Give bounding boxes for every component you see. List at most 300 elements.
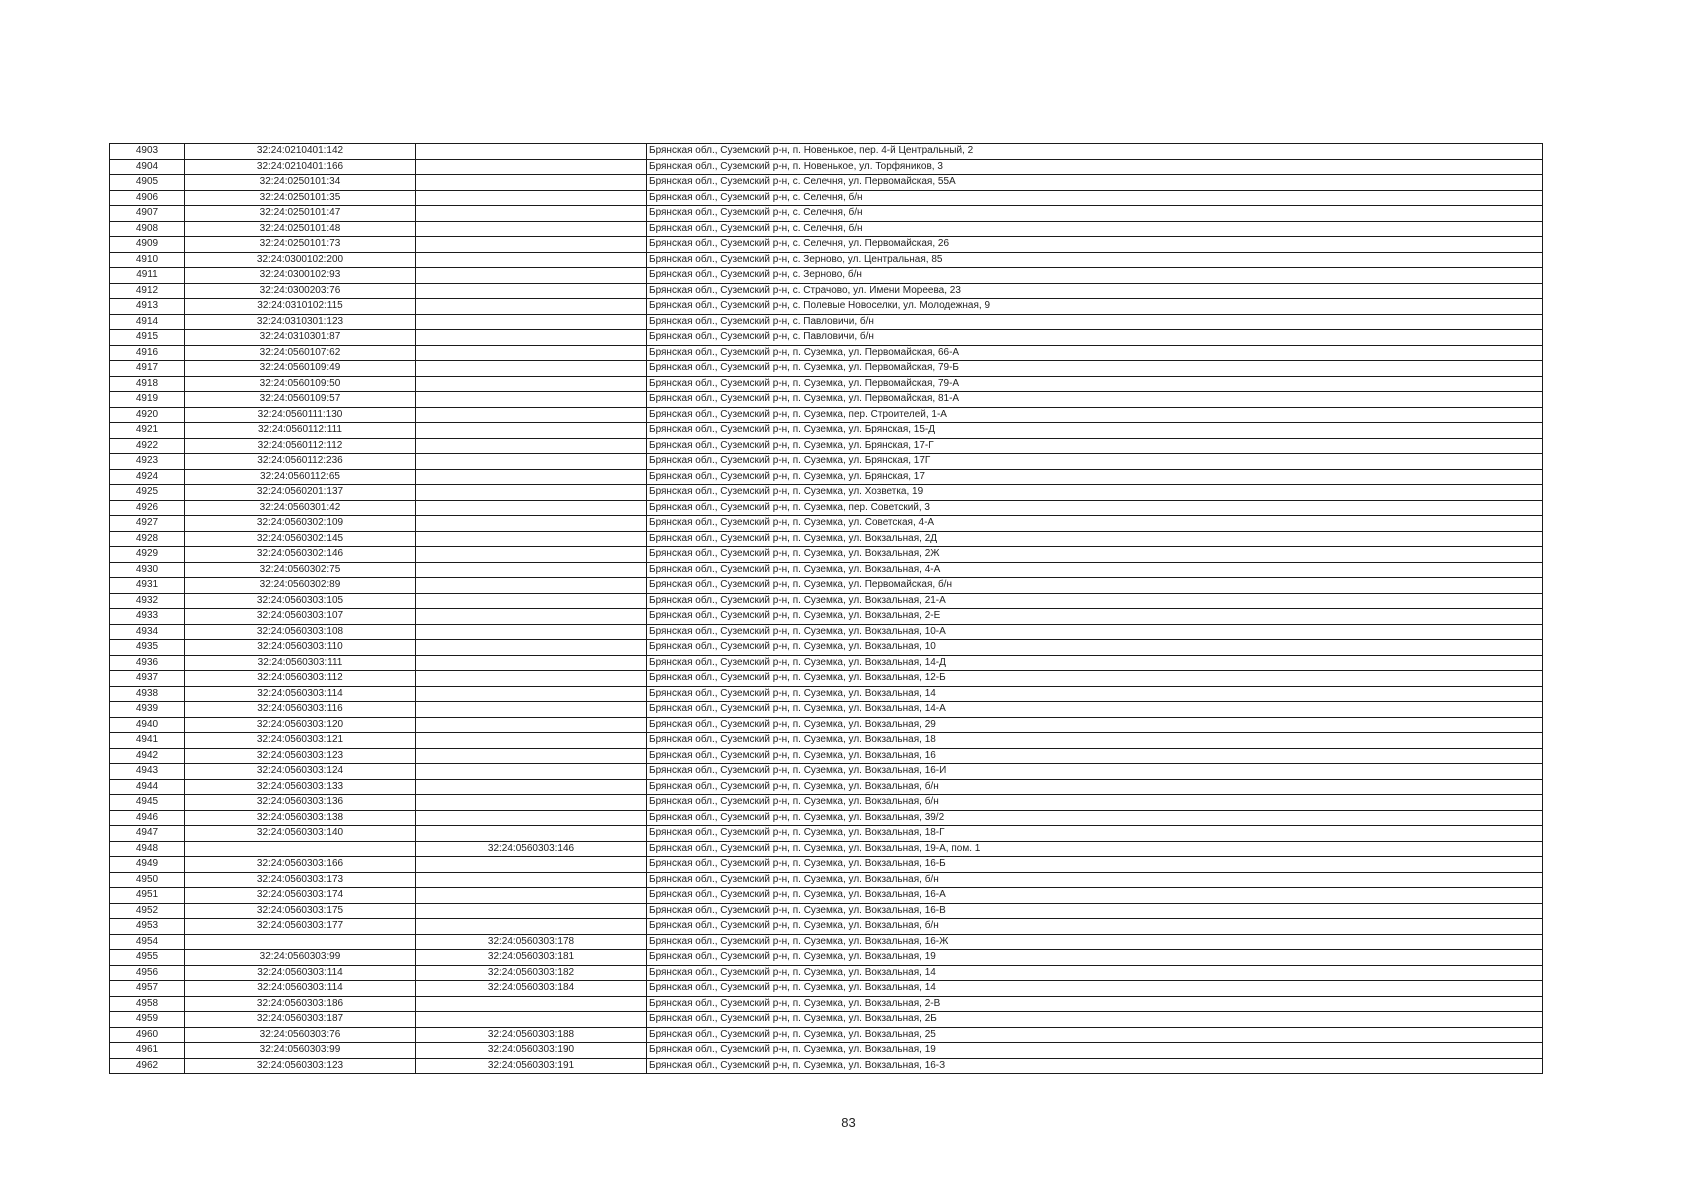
row-number-cell: 4922 bbox=[110, 438, 185, 454]
row-number-cell: 4921 bbox=[110, 423, 185, 439]
registry-table bbox=[109, 143, 1543, 1074]
row-number-cell: 4950 bbox=[110, 872, 185, 888]
building-cadastral-number-cell bbox=[416, 454, 647, 470]
table-row bbox=[110, 330, 1543, 346]
row-number-cell: 4925 bbox=[110, 485, 185, 501]
address-cell: Брянская обл., Суземский р-н, п. Суземка, ул. Вокзальная, 29 bbox=[647, 717, 1543, 733]
cadastral-number-cell: 32:24:0560112:236 bbox=[185, 454, 416, 470]
address-cell: Брянская обл., Суземский р-н, п. Суземка, ул. Вокзальная, 16-Ж bbox=[647, 934, 1543, 950]
address-cell: Брянская обл., Суземский р-н, п. Суземка, ул. Вокзальная, 19 bbox=[647, 1043, 1543, 1059]
building-cadastral-number-cell: 32:24:0560303:191 bbox=[416, 1058, 647, 1074]
cadastral-number-cell: 32:24:0300102:200 bbox=[185, 252, 416, 268]
row-number-cell: 4947 bbox=[110, 826, 185, 842]
building-cadastral-number-cell bbox=[416, 826, 647, 842]
building-cadastral-number-cell bbox=[416, 361, 647, 377]
building-cadastral-number-cell bbox=[416, 438, 647, 454]
building-cadastral-number-cell bbox=[416, 376, 647, 392]
table-row bbox=[110, 268, 1543, 284]
address-cell: Брянская обл., Суземский р-н, п. Суземка, ул. Вокзальная, 14 bbox=[647, 965, 1543, 981]
table-row bbox=[110, 857, 1543, 873]
row-number-cell: 4959 bbox=[110, 1012, 185, 1028]
address-cell: Брянская обл., Суземский р-н, п. Суземка, ул. Вокзальная, 19-А, пом. 1 bbox=[647, 841, 1543, 857]
cadastral-number-cell: 32:24:0300102:93 bbox=[185, 268, 416, 284]
address-cell: Брянская обл., Суземский р-н, п. Суземка, ул. Вокзальная, 19 bbox=[647, 950, 1543, 966]
table-row bbox=[110, 934, 1543, 950]
building-cadastral-number-cell: 32:24:0560303:181 bbox=[416, 950, 647, 966]
row-number-cell: 4911 bbox=[110, 268, 185, 284]
table-row bbox=[110, 593, 1543, 609]
address-cell: Брянская обл., Суземский р-н, с. Зерново, б/н bbox=[647, 268, 1543, 284]
table-row bbox=[110, 562, 1543, 578]
cadastral-number-cell: 32:24:0250101:47 bbox=[185, 206, 416, 222]
address-cell: Брянская обл., Суземский р-н, п. Суземка, ул. Брянская, 15-Д bbox=[647, 423, 1543, 439]
building-cadastral-number-cell bbox=[416, 919, 647, 935]
row-number-cell: 4943 bbox=[110, 764, 185, 780]
building-cadastral-number-cell bbox=[416, 702, 647, 718]
building-cadastral-number-cell bbox=[416, 593, 647, 609]
cadastral-number-cell: 32:24:0560302:109 bbox=[185, 516, 416, 532]
table-row bbox=[110, 159, 1543, 175]
cadastral-number-cell: 32:24:0560112:112 bbox=[185, 438, 416, 454]
address-cell: Брянская обл., Суземский р-н, п. Суземка, ул. Брянская, 17 bbox=[647, 469, 1543, 485]
cadastral-number-cell: 32:24:0560303:114 bbox=[185, 965, 416, 981]
address-cell: Брянская обл., Суземский р-н, п. Суземка, ул. Советская, 4-А bbox=[647, 516, 1543, 532]
table-row bbox=[110, 702, 1543, 718]
table-row bbox=[110, 841, 1543, 857]
table-row bbox=[110, 640, 1543, 656]
building-cadastral-number-cell bbox=[416, 500, 647, 516]
table-row bbox=[110, 655, 1543, 671]
building-cadastral-number-cell: 32:24:0560303:182 bbox=[416, 965, 647, 981]
building-cadastral-number-cell: 32:24:0560303:146 bbox=[416, 841, 647, 857]
address-cell: Брянская обл., Суземский р-н, п. Суземка, ул. Первомайская, б/н bbox=[647, 578, 1543, 594]
table-row bbox=[110, 423, 1543, 439]
row-number-cell: 4934 bbox=[110, 624, 185, 640]
address-cell: Брянская обл., Суземский р-н, п. Суземка, ул. Вокзальная, 25 bbox=[647, 1027, 1543, 1043]
address-cell: Брянская обл., Суземский р-н, п. Суземка, ул. Вокзальная, 14-А bbox=[647, 702, 1543, 718]
table-row bbox=[110, 872, 1543, 888]
row-number-cell: 4908 bbox=[110, 221, 185, 237]
table-row bbox=[110, 748, 1543, 764]
table-row bbox=[110, 609, 1543, 625]
cadastral-number-cell: 32:24:0560303:187 bbox=[185, 1012, 416, 1028]
building-cadastral-number-cell bbox=[416, 888, 647, 904]
building-cadastral-number-cell: 32:24:0560303:178 bbox=[416, 934, 647, 950]
building-cadastral-number-cell bbox=[416, 345, 647, 361]
table-row bbox=[110, 407, 1543, 423]
building-cadastral-number-cell bbox=[416, 531, 647, 547]
table-row bbox=[110, 221, 1543, 237]
table-row bbox=[110, 485, 1543, 501]
row-number-cell: 4961 bbox=[110, 1043, 185, 1059]
cadastral-number-cell: 32:24:0560303:99 bbox=[185, 950, 416, 966]
row-number-cell: 4948 bbox=[110, 841, 185, 857]
building-cadastral-number-cell bbox=[416, 640, 647, 656]
row-number-cell: 4933 bbox=[110, 609, 185, 625]
cadastral-number-cell: 32:24:0250101:35 bbox=[185, 190, 416, 206]
building-cadastral-number-cell bbox=[416, 857, 647, 873]
address-cell: Брянская обл., Суземский р-н, п. Суземка, ул. Вокзальная, 10 bbox=[647, 640, 1543, 656]
building-cadastral-number-cell bbox=[416, 764, 647, 780]
cadastral-number-cell: 32:24:0210401:166 bbox=[185, 159, 416, 175]
address-cell: Брянская обл., Суземский р-н, п. Суземка, ул. Первомайская, 79-А bbox=[647, 376, 1543, 392]
cadastral-number-cell: 32:24:0300203:76 bbox=[185, 283, 416, 299]
address-cell: Брянская обл., Суземский р-н, п. Суземка, ул. Вокзальная, б/н bbox=[647, 872, 1543, 888]
table-row bbox=[110, 1043, 1543, 1059]
page-number: 83 bbox=[841, 1115, 856, 1130]
address-cell: Брянская обл., Суземский р-н, п. Суземка, ул. Вокзальная, 16-И bbox=[647, 764, 1543, 780]
address-cell: Брянская обл., Суземский р-н, п. Суземка, ул. Вокзальная, б/н bbox=[647, 919, 1543, 935]
cadastral-number-cell bbox=[185, 841, 416, 857]
table-row bbox=[110, 361, 1543, 377]
row-number-cell: 4912 bbox=[110, 283, 185, 299]
row-number-cell: 4935 bbox=[110, 640, 185, 656]
address-cell: Брянская обл., Суземский р-н, п. Суземка, ул. Вокзальная, 2Д bbox=[647, 531, 1543, 547]
cadastral-number-cell: 32:24:0560303:186 bbox=[185, 996, 416, 1012]
address-cell: Брянская обл., Суземский р-н, п. Суземка, ул. Вокзальная, 10-А bbox=[647, 624, 1543, 640]
building-cadastral-number-cell bbox=[416, 516, 647, 532]
cadastral-number-cell: 32:24:0560111:130 bbox=[185, 407, 416, 423]
building-cadastral-number-cell bbox=[416, 314, 647, 330]
building-cadastral-number-cell bbox=[416, 686, 647, 702]
row-number-cell: 4926 bbox=[110, 500, 185, 516]
table-row bbox=[110, 764, 1543, 780]
address-cell: Брянская обл., Суземский р-н, п. Суземка, ул. Вокзальная, 2Б bbox=[647, 1012, 1543, 1028]
table-row bbox=[110, 454, 1543, 470]
address-cell: Брянская обл., Суземский р-н, с. Павловичи, б/н bbox=[647, 314, 1543, 330]
address-cell: Брянская обл., Суземский р-н, п. Суземка, ул. Первомайская, 79-Б bbox=[647, 361, 1543, 377]
building-cadastral-number-cell bbox=[416, 996, 647, 1012]
table-row bbox=[110, 888, 1543, 904]
address-cell: Брянская обл., Суземский р-н, с. Селечня, ул. Первомайская, 55А bbox=[647, 175, 1543, 191]
cadastral-number-cell: 32:24:0250101:48 bbox=[185, 221, 416, 237]
building-cadastral-number-cell bbox=[416, 423, 647, 439]
row-number-cell: 4957 bbox=[110, 981, 185, 997]
building-cadastral-number-cell bbox=[416, 299, 647, 315]
table-row bbox=[110, 826, 1543, 842]
address-cell: Брянская обл., Суземский р-н, п. Суземка, ул. Вокзальная, 16-В bbox=[647, 903, 1543, 919]
row-number-cell: 4949 bbox=[110, 857, 185, 873]
cadastral-number-cell: 32:24:0560201:137 bbox=[185, 485, 416, 501]
building-cadastral-number-cell: 32:24:0560303:188 bbox=[416, 1027, 647, 1043]
cadastral-number-cell: 32:24:0310301:87 bbox=[185, 330, 416, 346]
table-row bbox=[110, 547, 1543, 563]
cadastral-number-cell: 32:24:0560303:114 bbox=[185, 686, 416, 702]
address-cell: Брянская обл., Суземский р-н, п. Суземка, ул. Брянская, 17Г bbox=[647, 454, 1543, 470]
table-row bbox=[110, 965, 1543, 981]
address-cell: Брянская обл., Суземский р-н, п. Суземка, ул. Брянская, 17-Г bbox=[647, 438, 1543, 454]
cadastral-number-cell: 32:24:0560302:89 bbox=[185, 578, 416, 594]
row-number-cell: 4962 bbox=[110, 1058, 185, 1074]
row-number-cell: 4915 bbox=[110, 330, 185, 346]
cadastral-number-cell: 32:24:0560303:111 bbox=[185, 655, 416, 671]
table-row bbox=[110, 671, 1543, 687]
building-cadastral-number-cell bbox=[416, 190, 647, 206]
table-row bbox=[110, 578, 1543, 594]
table-row bbox=[110, 779, 1543, 795]
address-cell: Брянская обл., Суземский р-н, п. Суземка, ул. Вокзальная, 16-З bbox=[647, 1058, 1543, 1074]
address-cell: Брянская обл., Суземский р-н, п. Суземка, ул. Вокзальная, 16-Б bbox=[647, 857, 1543, 873]
cadastral-number-cell: 32:24:0560303:133 bbox=[185, 779, 416, 795]
building-cadastral-number-cell bbox=[416, 872, 647, 888]
building-cadastral-number-cell bbox=[416, 330, 647, 346]
address-cell: Брянская обл., Суземский р-н, п. Суземка, ул. Вокзальная, 12-Б bbox=[647, 671, 1543, 687]
cadastral-number-cell: 32:24:0560112:111 bbox=[185, 423, 416, 439]
cadastral-number-cell: 32:24:0560303:114 bbox=[185, 981, 416, 997]
address-cell: Брянская обл., Суземский р-н, с. Селечня, б/н bbox=[647, 190, 1543, 206]
row-number-cell: 4942 bbox=[110, 748, 185, 764]
cadastral-number-cell: 32:24:0560303:110 bbox=[185, 640, 416, 656]
row-number-cell: 4941 bbox=[110, 733, 185, 749]
row-number-cell: 4903 bbox=[110, 144, 185, 160]
cadastral-number-cell: 32:24:0560303:175 bbox=[185, 903, 416, 919]
row-number-cell: 4928 bbox=[110, 531, 185, 547]
row-number-cell: 4945 bbox=[110, 795, 185, 811]
building-cadastral-number-cell bbox=[416, 252, 647, 268]
building-cadastral-number-cell bbox=[416, 578, 647, 594]
row-number-cell: 4923 bbox=[110, 454, 185, 470]
row-number-cell: 4909 bbox=[110, 237, 185, 253]
table-row bbox=[110, 376, 1543, 392]
row-number-cell: 4904 bbox=[110, 159, 185, 175]
cadastral-number-cell: 32:24:0560303:166 bbox=[185, 857, 416, 873]
address-cell: Брянская обл., Суземский р-н, п. Суземка, пер. Советский, 3 bbox=[647, 500, 1543, 516]
table-row bbox=[110, 237, 1543, 253]
address-cell: Брянская обл., Суземский р-н, п. Суземка, ул. Вокзальная, б/н bbox=[647, 795, 1543, 811]
cadastral-number-cell: 32:24:0560303:116 bbox=[185, 702, 416, 718]
building-cadastral-number-cell bbox=[416, 159, 647, 175]
cadastral-number-cell: 32:24:0560303:108 bbox=[185, 624, 416, 640]
building-cadastral-number-cell bbox=[416, 717, 647, 733]
table-row bbox=[110, 206, 1543, 222]
row-number-cell: 4906 bbox=[110, 190, 185, 206]
address-cell: Брянская обл., Суземский р-н, с. Павловичи, б/н bbox=[647, 330, 1543, 346]
building-cadastral-number-cell bbox=[416, 1012, 647, 1028]
row-number-cell: 4913 bbox=[110, 299, 185, 315]
building-cadastral-number-cell bbox=[416, 175, 647, 191]
building-cadastral-number-cell bbox=[416, 810, 647, 826]
row-number-cell: 4944 bbox=[110, 779, 185, 795]
cadastral-number-cell: 32:24:0560302:145 bbox=[185, 531, 416, 547]
address-cell: Брянская обл., Суземский р-н, с. Селечня, ул. Первомайская, 26 bbox=[647, 237, 1543, 253]
table-row bbox=[110, 624, 1543, 640]
row-number-cell: 4956 bbox=[110, 965, 185, 981]
row-number-cell: 4952 bbox=[110, 903, 185, 919]
address-cell: Брянская обл., Суземский р-н, с. Полевые Новоселки, ул. Молодежная, 9 bbox=[647, 299, 1543, 315]
building-cadastral-number-cell bbox=[416, 469, 647, 485]
address-cell: Брянская обл., Суземский р-н, п. Суземка, ул. Вокзальная, 21-А bbox=[647, 593, 1543, 609]
table-row bbox=[110, 919, 1543, 935]
building-cadastral-number-cell bbox=[416, 655, 647, 671]
row-number-cell: 4955 bbox=[110, 950, 185, 966]
address-cell: Брянская обл., Суземский р-н, п. Суземка, ул. Вокзальная, б/н bbox=[647, 779, 1543, 795]
cadastral-number-cell: 32:24:0560303:107 bbox=[185, 609, 416, 625]
row-number-cell: 4938 bbox=[110, 686, 185, 702]
building-cadastral-number-cell bbox=[416, 562, 647, 578]
row-number-cell: 4931 bbox=[110, 578, 185, 594]
cadastral-number-cell: 32:24:0560303:105 bbox=[185, 593, 416, 609]
table-row bbox=[110, 733, 1543, 749]
building-cadastral-number-cell: 32:24:0560303:190 bbox=[416, 1043, 647, 1059]
cadastral-number-cell: 32:24:0560303:124 bbox=[185, 764, 416, 780]
table-row bbox=[110, 314, 1543, 330]
building-cadastral-number-cell bbox=[416, 407, 647, 423]
row-number-cell: 4910 bbox=[110, 252, 185, 268]
address-cell: Брянская обл., Суземский р-н, п. Новенькое, пер. 4-й Центральный, 2 bbox=[647, 144, 1543, 160]
cadastral-number-cell: 32:24:0560303:120 bbox=[185, 717, 416, 733]
cadastral-number-cell: 32:24:0250101:34 bbox=[185, 175, 416, 191]
cadastral-number-cell: 32:24:0560303:140 bbox=[185, 826, 416, 842]
building-cadastral-number-cell bbox=[416, 144, 647, 160]
row-number-cell: 4951 bbox=[110, 888, 185, 904]
table-row bbox=[110, 345, 1543, 361]
table-row bbox=[110, 438, 1543, 454]
cadastral-number-cell: 32:24:0560303:123 bbox=[185, 1058, 416, 1074]
row-number-cell: 4917 bbox=[110, 361, 185, 377]
table-row bbox=[110, 810, 1543, 826]
cadastral-number-cell: 32:24:0560303:177 bbox=[185, 919, 416, 935]
building-cadastral-number-cell bbox=[416, 547, 647, 563]
building-cadastral-number-cell bbox=[416, 748, 647, 764]
row-number-cell: 4958 bbox=[110, 996, 185, 1012]
building-cadastral-number-cell bbox=[416, 268, 647, 284]
row-number-cell: 4914 bbox=[110, 314, 185, 330]
cadastral-number-cell: 32:24:0560112:65 bbox=[185, 469, 416, 485]
table-row bbox=[110, 1058, 1543, 1074]
address-cell: Брянская обл., Суземский р-н, п. Суземка, ул. Вокзальная, 2Ж bbox=[647, 547, 1543, 563]
building-cadastral-number-cell bbox=[416, 206, 647, 222]
cadastral-number-cell: 32:24:0310102:115 bbox=[185, 299, 416, 315]
cadastral-number-cell: 32:24:0560303:121 bbox=[185, 733, 416, 749]
address-cell: Брянская обл., Суземский р-н, с. Зерново, ул. Центральная, 85 bbox=[647, 252, 1543, 268]
building-cadastral-number-cell bbox=[416, 221, 647, 237]
row-number-cell: 4916 bbox=[110, 345, 185, 361]
building-cadastral-number-cell bbox=[416, 779, 647, 795]
address-cell: Брянская обл., Суземский р-н, п. Суземка, пер. Строителей, 1-А bbox=[647, 407, 1543, 423]
cadastral-number-cell: 32:24:0560303:173 bbox=[185, 872, 416, 888]
row-number-cell: 4920 bbox=[110, 407, 185, 423]
cadastral-number-cell: 32:24:0560303:138 bbox=[185, 810, 416, 826]
cadastral-number-cell: 32:24:0560109:50 bbox=[185, 376, 416, 392]
table-row bbox=[110, 469, 1543, 485]
cadastral-number-cell bbox=[185, 934, 416, 950]
row-number-cell: 4960 bbox=[110, 1027, 185, 1043]
row-number-cell: 4919 bbox=[110, 392, 185, 408]
row-number-cell: 4929 bbox=[110, 547, 185, 563]
row-number-cell: 4946 bbox=[110, 810, 185, 826]
address-cell: Брянская обл., Суземский р-н, п. Суземка, ул. Вокзальная, 18-Г bbox=[647, 826, 1543, 842]
building-cadastral-number-cell bbox=[416, 795, 647, 811]
cadastral-number-cell: 32:24:0560302:146 bbox=[185, 547, 416, 563]
address-cell: Брянская обл., Суземский р-н, п. Суземка, ул. Вокзальная, 14 bbox=[647, 981, 1543, 997]
cadastral-number-cell: 32:24:0560109:49 bbox=[185, 361, 416, 377]
table-row bbox=[110, 392, 1543, 408]
cadastral-number-cell: 32:24:0560303:112 bbox=[185, 671, 416, 687]
cadastral-number-cell: 32:24:0310301:123 bbox=[185, 314, 416, 330]
cadastral-number-cell: 32:24:0560109:57 bbox=[185, 392, 416, 408]
cadastral-number-cell: 32:24:0560302:75 bbox=[185, 562, 416, 578]
table-row bbox=[110, 1027, 1543, 1043]
row-number-cell: 4937 bbox=[110, 671, 185, 687]
row-number-cell: 4953 bbox=[110, 919, 185, 935]
table-row bbox=[110, 190, 1543, 206]
address-cell: Брянская обл., Суземский р-н, п. Суземка, ул. Хозветка, 19 bbox=[647, 485, 1543, 501]
building-cadastral-number-cell bbox=[416, 733, 647, 749]
building-cadastral-number-cell bbox=[416, 624, 647, 640]
address-cell: Брянская обл., Суземский р-н, п. Суземка, ул. Вокзальная, 2-Е bbox=[647, 609, 1543, 625]
row-number-cell: 4940 bbox=[110, 717, 185, 733]
building-cadastral-number-cell bbox=[416, 283, 647, 299]
table-row bbox=[110, 795, 1543, 811]
row-number-cell: 4932 bbox=[110, 593, 185, 609]
address-cell: Брянская обл., Суземский р-н, п. Суземка, ул. Первомайская, 66-А bbox=[647, 345, 1543, 361]
row-number-cell: 4924 bbox=[110, 469, 185, 485]
registry-table-body bbox=[110, 144, 1543, 1074]
building-cadastral-number-cell bbox=[416, 485, 647, 501]
table-row bbox=[110, 531, 1543, 547]
address-cell: Брянская обл., Суземский р-н, п. Суземка, ул. Вокзальная, 16-А bbox=[647, 888, 1543, 904]
table-row bbox=[110, 950, 1543, 966]
table-row bbox=[110, 283, 1543, 299]
building-cadastral-number-cell: 32:24:0560303:184 bbox=[416, 981, 647, 997]
table-row bbox=[110, 903, 1543, 919]
building-cadastral-number-cell bbox=[416, 903, 647, 919]
cadastral-number-cell: 32:24:0560303:99 bbox=[185, 1043, 416, 1059]
cadastral-number-cell: 32:24:0560303:123 bbox=[185, 748, 416, 764]
address-cell: Брянская обл., Суземский р-н, п. Суземка, ул. Вокзальная, 4-А bbox=[647, 562, 1543, 578]
cadastral-number-cell: 32:24:0560303:136 bbox=[185, 795, 416, 811]
address-cell: Брянская обл., Суземский р-н, п. Суземка, ул. Вокзальная, 18 bbox=[647, 733, 1543, 749]
address-cell: Брянская обл., Суземский р-н, п. Суземка, ул. Вокзальная, 14 bbox=[647, 686, 1543, 702]
table-row bbox=[110, 299, 1543, 315]
row-number-cell: 4905 bbox=[110, 175, 185, 191]
address-cell: Брянская обл., Суземский р-н, с. Селечня, б/н bbox=[647, 206, 1543, 222]
address-cell: Брянская обл., Суземский р-н, п. Суземка, ул. Вокзальная, 14-Д bbox=[647, 655, 1543, 671]
cadastral-number-cell: 32:24:0210401:142 bbox=[185, 144, 416, 160]
row-number-cell: 4936 bbox=[110, 655, 185, 671]
cadastral-number-cell: 32:24:0560107:62 bbox=[185, 345, 416, 361]
building-cadastral-number-cell bbox=[416, 392, 647, 408]
row-number-cell: 4927 bbox=[110, 516, 185, 532]
table-row bbox=[110, 686, 1543, 702]
row-number-cell: 4939 bbox=[110, 702, 185, 718]
table-row bbox=[110, 1012, 1543, 1028]
table-row bbox=[110, 996, 1543, 1012]
address-cell: Брянская обл., Суземский р-н, п. Суземка, ул. Вокзальная, 2-В bbox=[647, 996, 1543, 1012]
building-cadastral-number-cell bbox=[416, 609, 647, 625]
building-cadastral-number-cell bbox=[416, 237, 647, 253]
table-row bbox=[110, 516, 1543, 532]
address-cell: Брянская обл., Суземский р-н, п. Суземка, ул. Вокзальная, 39/2 bbox=[647, 810, 1543, 826]
row-number-cell: 4907 bbox=[110, 206, 185, 222]
table-row bbox=[110, 144, 1543, 160]
address-cell: Брянская обл., Суземский р-н, п. Суземка, ул. Первомайская, 81-А bbox=[647, 392, 1543, 408]
address-cell: Брянская обл., Суземский р-н, п. Суземка, ул. Вокзальная, 16 bbox=[647, 748, 1543, 764]
cadastral-number-cell: 32:24:0560303:174 bbox=[185, 888, 416, 904]
table-row bbox=[110, 717, 1543, 733]
address-cell: Брянская обл., Суземский р-н, с. Селечня, б/н bbox=[647, 221, 1543, 237]
table-row bbox=[110, 175, 1543, 191]
row-number-cell: 4930 bbox=[110, 562, 185, 578]
address-cell: Брянская обл., Суземский р-н, п. Новенькое, ул. Торфяников, 3 bbox=[647, 159, 1543, 175]
table-row bbox=[110, 500, 1543, 516]
table-row bbox=[110, 981, 1543, 997]
row-number-cell: 4918 bbox=[110, 376, 185, 392]
row-number-cell: 4954 bbox=[110, 934, 185, 950]
address-cell: Брянская обл., Суземский р-н, с. Страчово, ул. Имени Мореева, 23 bbox=[647, 283, 1543, 299]
building-cadastral-number-cell bbox=[416, 671, 647, 687]
cadastral-number-cell: 32:24:0250101:73 bbox=[185, 237, 416, 253]
